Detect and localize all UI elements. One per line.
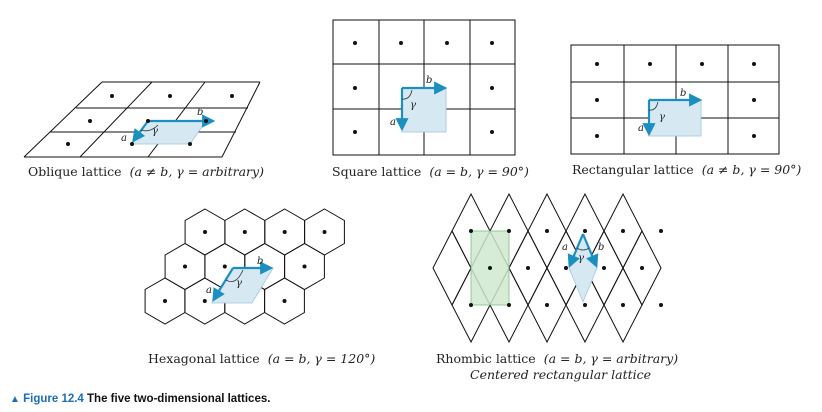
square-condition: (a = b, γ = 90°) <box>429 164 529 179</box>
lattice-point <box>583 303 587 307</box>
oblique-caption <box>28 163 264 180</box>
lattice-point <box>564 266 568 270</box>
lattice-point <box>621 303 625 307</box>
oblique-label-gamma: γ <box>152 126 158 137</box>
oblique-label-b: b <box>197 107 204 118</box>
lattice-point <box>640 266 644 270</box>
oblique-condition: (a ≠ b, γ = arbitrary) <box>129 164 264 179</box>
hexagonal-unit-cell <box>212 268 273 303</box>
hexagonal-label-a: a <box>206 285 212 296</box>
lattice-point <box>163 299 167 303</box>
lattice-point <box>659 303 663 307</box>
lattice-point <box>323 230 327 234</box>
rhombic-name: Rhombic lattice <box>436 351 536 366</box>
hexagonal-label-b: b <box>257 256 264 267</box>
rhombic-caption <box>436 350 678 367</box>
oblique-lattice <box>24 82 260 157</box>
hexagonal-name: Hexagonal lattice <box>148 351 260 366</box>
figure-caption <box>10 393 790 409</box>
lattice-point <box>621 229 625 233</box>
rhombic-subtitle: Centered rectangular lattice <box>470 367 652 382</box>
lattice-point <box>488 266 492 270</box>
rectangular-label-a: a <box>638 123 644 134</box>
lattice-point <box>659 229 663 233</box>
square-unit-cell <box>402 88 446 132</box>
lattice-point <box>469 229 473 233</box>
rhombic-label-gamma: γ <box>578 253 584 264</box>
square-label-a: a <box>390 117 396 128</box>
lattice-point <box>526 266 530 270</box>
lattice-point <box>303 265 307 269</box>
oblique-name: Oblique lattice <box>28 164 122 179</box>
figure-caption-text: The five two-dimensional lattices. <box>87 393 271 405</box>
lattice-point <box>283 230 287 234</box>
lattice-point <box>183 265 187 269</box>
rectangular-unit-cell <box>649 100 701 136</box>
lattice-point <box>469 303 473 307</box>
hexagonal-label-gamma: γ <box>236 278 242 289</box>
lattice-point <box>545 303 549 307</box>
figure-number: Figure 12.4 <box>23 393 84 405</box>
rectangular-condition: (a ≠ b, γ = 90°) <box>701 162 802 177</box>
rhombic-lattice <box>433 194 661 342</box>
lattice-point <box>583 229 587 233</box>
rhombic-label-b: b <box>598 242 605 253</box>
hexagonal-caption <box>148 350 375 367</box>
lattice-point <box>243 230 247 234</box>
square-label-gamma: γ <box>410 100 416 111</box>
rectangular-label-b: b <box>680 88 687 99</box>
rectangular-label-gamma: γ <box>659 112 665 123</box>
square-caption <box>332 163 529 180</box>
square-label-b: b <box>426 75 433 86</box>
lattice-point <box>203 299 207 303</box>
oblique-label-a: a <box>121 133 127 144</box>
hexagonal-condition: (a = b, γ = 120°) <box>267 351 376 366</box>
hexagonal-lattice <box>145 209 344 324</box>
lattice-point <box>507 303 511 307</box>
rectangular-name: Rectangular lattice <box>572 162 694 177</box>
rectangular-caption <box>572 161 801 178</box>
lattice-point <box>203 230 207 234</box>
rhombic-condition: (a = b, γ = arbitrary) <box>543 351 679 366</box>
rhombus-cell <box>433 231 471 305</box>
triangle-icon: ▲ <box>10 394 20 405</box>
lattice-point <box>283 299 287 303</box>
lattice-point <box>602 266 606 270</box>
lattice-point <box>223 265 227 269</box>
rhombic-label-a: a <box>562 242 568 253</box>
square-name: Square lattice <box>332 164 422 179</box>
lattice-point <box>545 229 549 233</box>
lattice-point <box>507 229 511 233</box>
